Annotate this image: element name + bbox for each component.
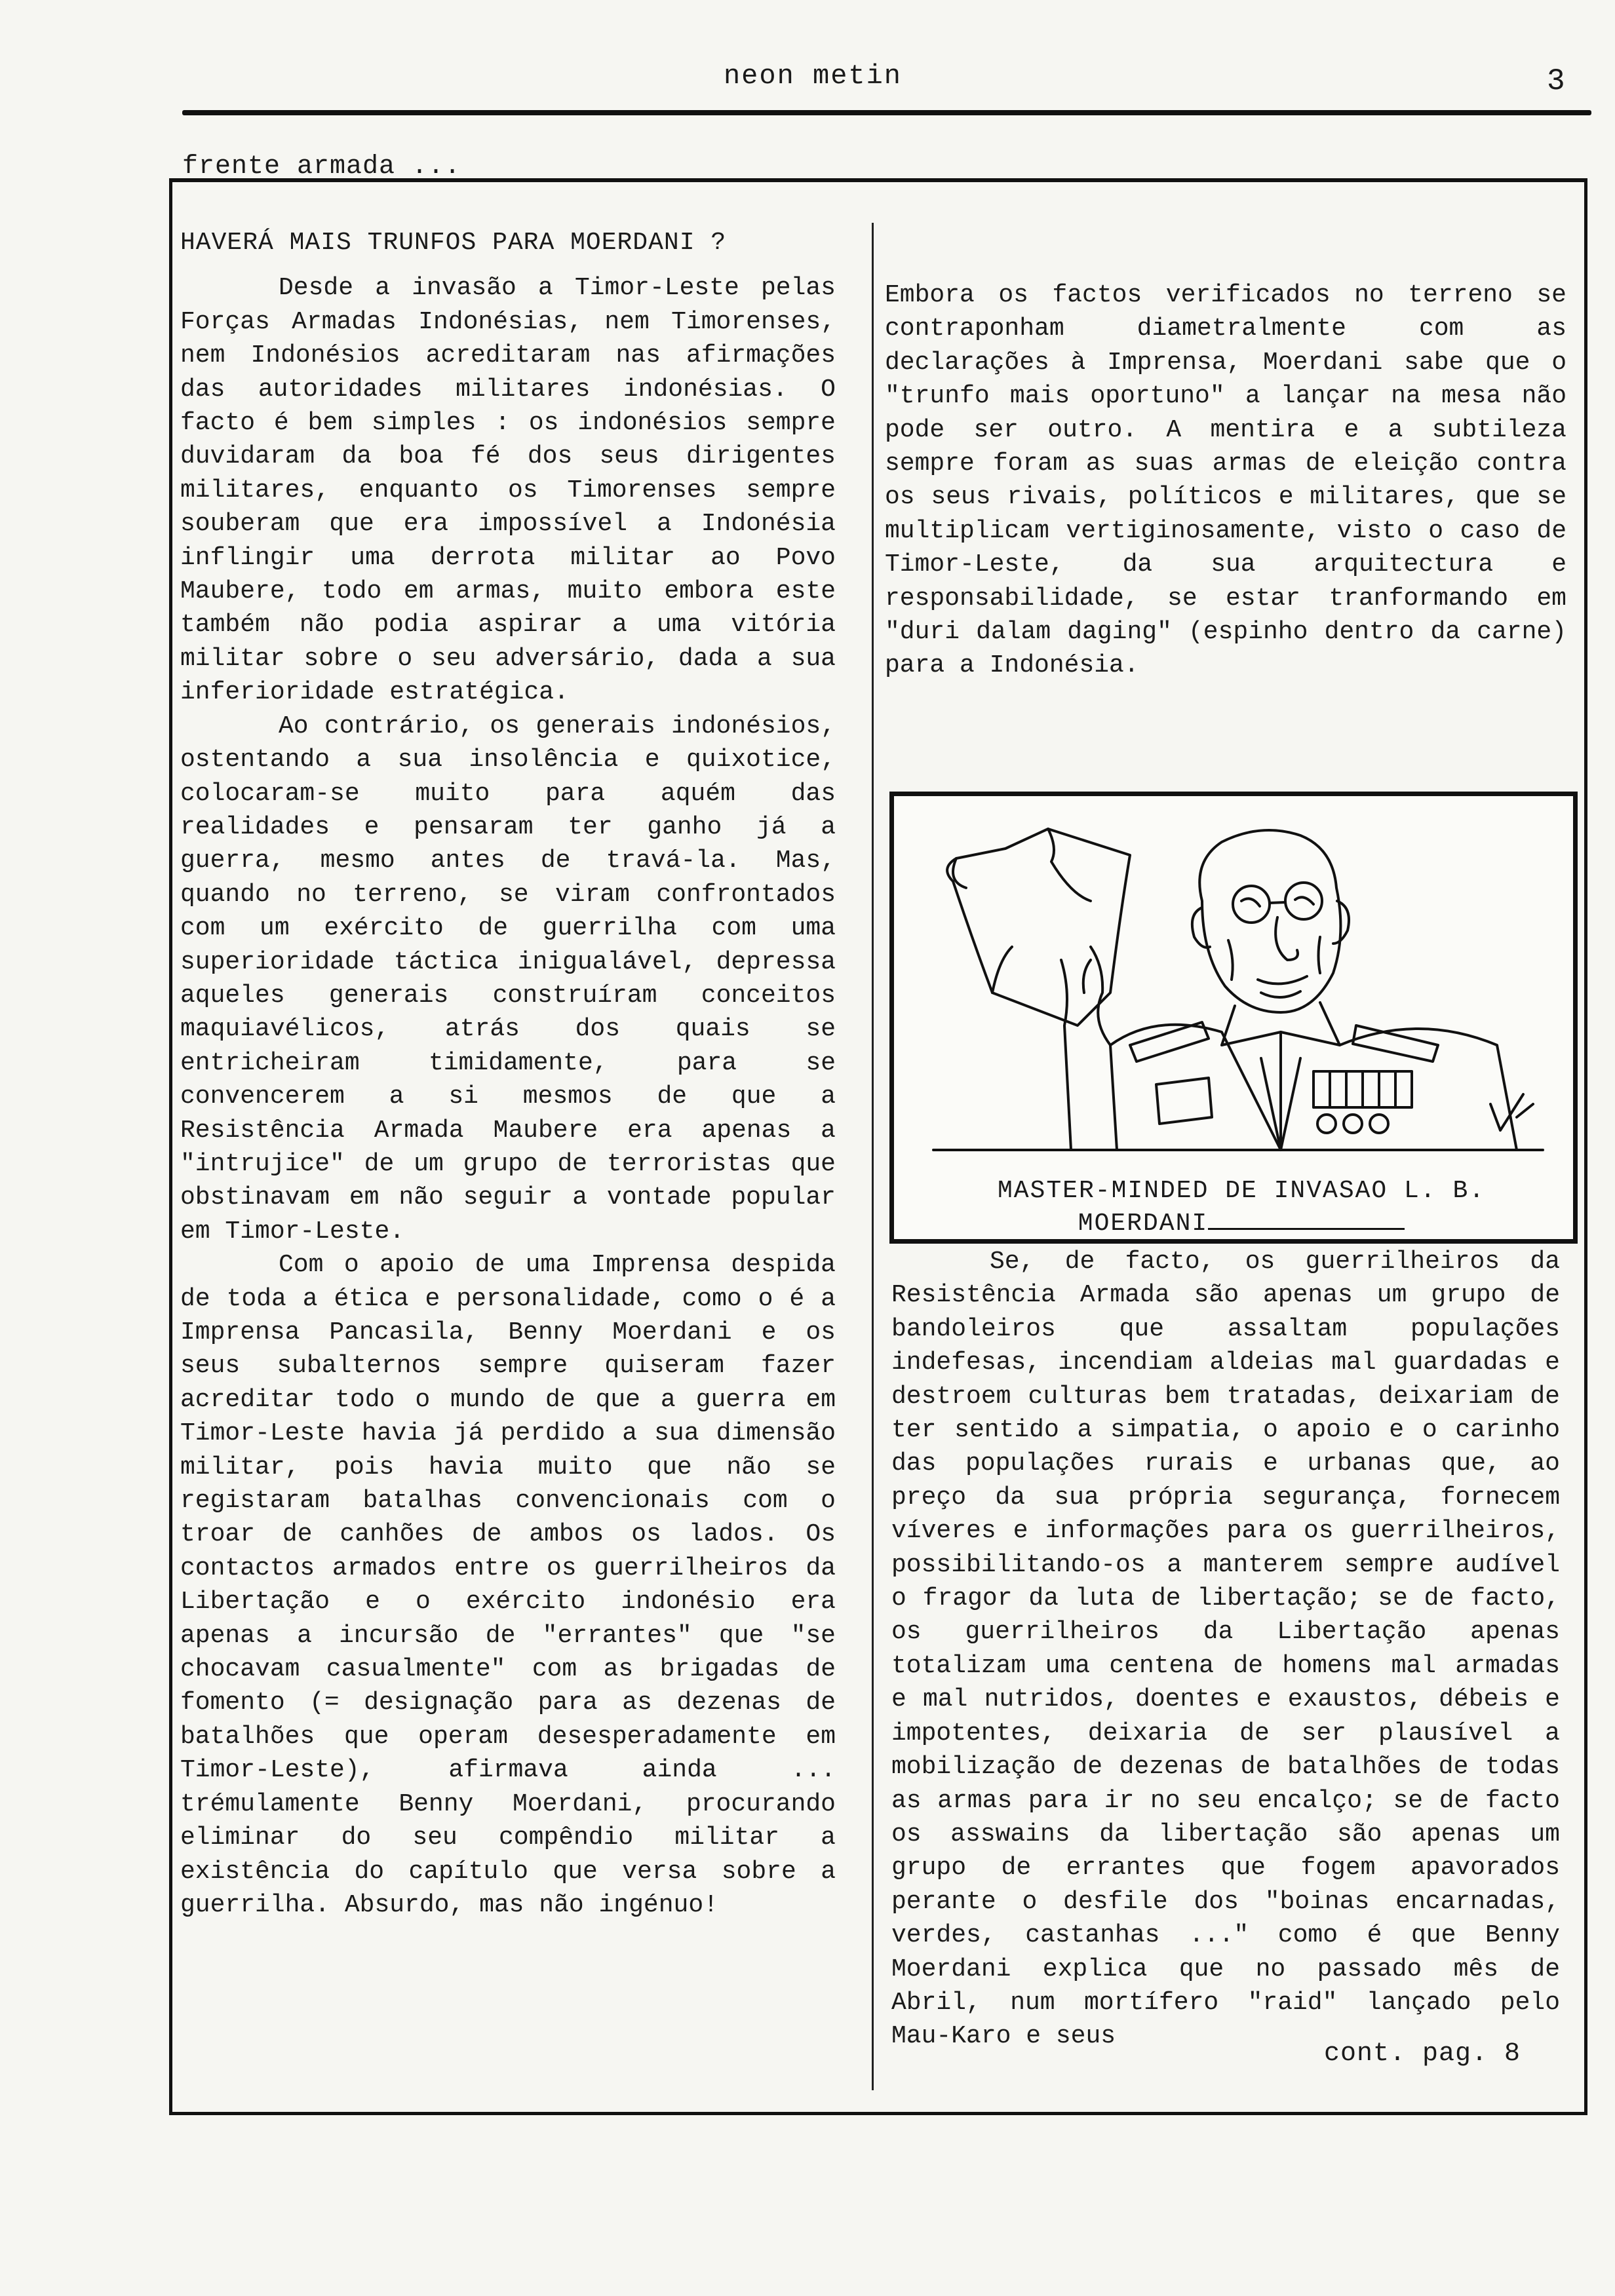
paragraph-2: Ao contrário, os generais indonésios, ostentando a sua insolência e quixotice, colocaram-se muito para aquém das realidades e pensaram ter ganho já a guerra, mesmo antes de travá-la. Mas, quando no terreno, se viram confrontados com um exército de guerrilha com uma superioridade táctica inigualável, depressa aqueles generais construíram conceitos maquiavélicos, atrás dos quais se entricheiram timidamente, para se convencerem a si mesmos de que a Resistência Armada Maubere era apenas a "intrujice" de um grupo de terroristas que obstinavam em não seguir a vontade popular em Timor-Leste.	[180, 712, 836, 1246]
paragraph-1: Desde a invasão a Timor-Leste pelas Forças Armadas Indonésias, nem Timorenses, nem Indonésios acreditaram nas afirmações das autoridades militares indonésias. O facto é bem simples : os indonésios sempre duvidaram da boa fé dos seus dirigentes militares, enquanto os Timorenses sempre souberam que era impossível a Indonésia inflingir uma derrota militar ao Povo Maubere, todo em armas, muito embora este também não podia aspirar a uma vitória militar sobre o seu adversário, dada a sua inferioridade estratégica.	[180, 274, 836, 707]
paragraph-5: Se, de facto, os guerrilheiros da Resistência Armada são apenas um grupo de bandoleiros que assaltam populações indefesas, incendiam aldeias mal guardadas e destroem culturas bem tratadas, deixariam de ter sentido a simpatia, o apoio e o carinho das populações rurais e urbanas que, ao preço da sua própria segurança, fornecem víveres e informações para os guerrilheiros, possibilitando-os a manterem sempre audível o fragor da luta de libertação; se de facto, os guerrilheiros da Libertação apenas totalizam uma centena de homens mal armadas e mal nutridos, doentes e exaustos, débeis e impotentes, deixaria de ser plausível a mobilização de dezenas de batalhões de todas as armas para ir no seu encalço; se de facto os asswains da libertação são apenas um grupo de errantes que fogem apavorados perante o desfile dos "boinas encarnadas, verdes, castanhas ..." como é que Benny Moerdani explica que no passado mês de Abril, num mortífero "raid" lançado pelo Mau-Karo e seus	[891, 1248, 1560, 2051]
paragraph-4: Embora os factos verificados no terreno se contraponham diametralmente com as declarações à Imprensa, Moerdani sabe que o "trunfo mais oportuno" a lançar na mesa não pode ser outro. A mentira e a subtileza sempre foram as suas armas de eleição contra os seus rivais, políticos e militares, que se multiplicam vertiginosamente, visto o caso de Timor-Leste, da sua arquitectura e responsabilidade, se estar tranformando em "duri dalam daging" (espinho dentro da carne) para a Indonésia.	[885, 281, 1566, 680]
figure-caption	[933, 1175, 1549, 1240]
moerdani-caricature-illustration	[894, 796, 1573, 1163]
page-header-title: neon metin	[723, 60, 903, 92]
section-label: frente armada ...	[182, 152, 461, 182]
column-divider	[872, 223, 874, 2090]
right-column-bottom	[891, 1245, 1560, 2054]
header-rule	[182, 110, 1591, 115]
right-column-top	[885, 278, 1566, 683]
continued-note: cont. pag. 8	[1324, 2039, 1521, 2069]
caption-line-2: MOERDANI	[1078, 1210, 1209, 1238]
paragraph-3: Com o apoio de uma Imprensa despida de toda a ética e personalidade, como o é a Imprensa Pancasila, Benny Moerdani e os seus subalternos sempre quiseram fazer acreditar todo o mundo de que a guerra em Timor-Leste havia já perdido a sua dimensão militar, pois havia muito que não se registaram batalhas convencionais com o troar de canhões de ambos os lados. Os contactos armados entre os guerrilheiros da Libertação e o exército indonésio era apenas a incursão de "errantes" que "se chocavam casualmente" com as brigadas de fomento (= designação para as dezenas de batalhões que operam desesperadamente em Timor-Leste), afirmava ainda ... trémulamente Benny Moerdani, procurando eliminar do seu compêndio militar a existência do capítulo que versa sobre a guerrilha. Absurdo, mas não ingénuo!	[180, 1251, 836, 1919]
left-column	[180, 226, 836, 1922]
page-number: 3	[1547, 64, 1565, 98]
caption-rule	[1208, 1228, 1405, 1230]
caricature-figure	[889, 792, 1578, 1244]
article-headline: HAVERÁ MAIS TRUNFOS PARA MOERDANI ?	[180, 229, 727, 257]
caption-line-1: MASTER-MINDED DE INVASAO L. B.	[997, 1177, 1486, 1205]
